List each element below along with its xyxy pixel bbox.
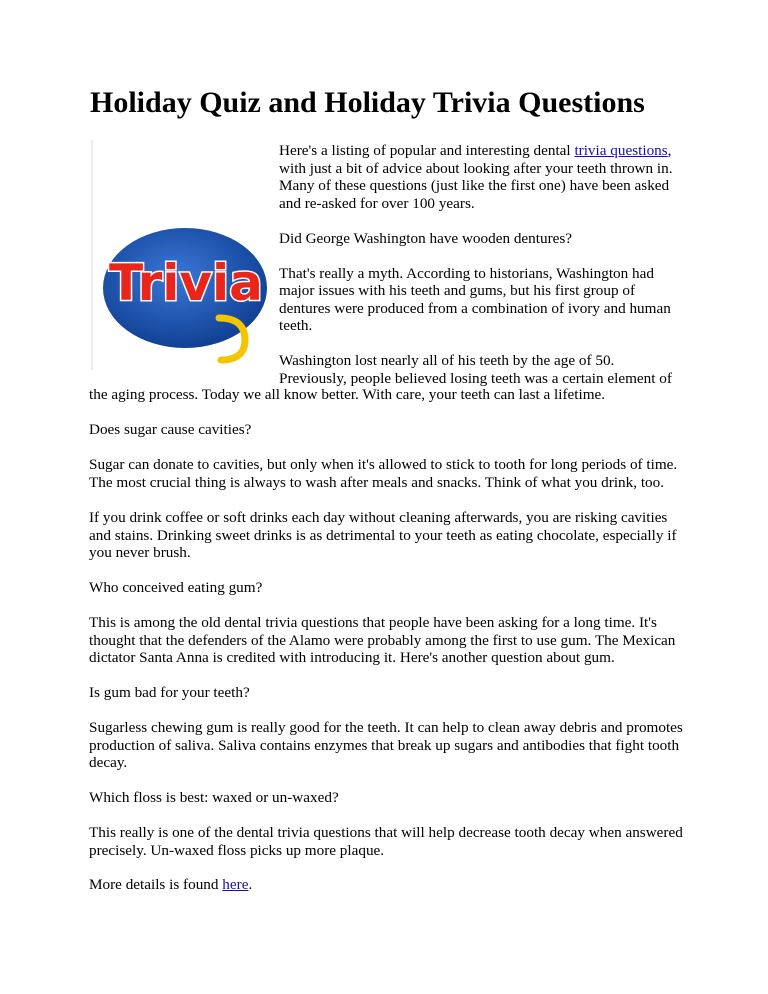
answer-floss: This really is one of the dental trivia questions that will help decrease tooth decay when answered precisely. Un-waxed floss picks up more plaque. — [89, 824, 683, 859]
more-details-period: . — [248, 876, 253, 893]
more-details — [89, 876, 689, 894]
trivia-logo — [89, 140, 271, 380]
question-gum-inventor: Who conceived eating gum? — [89, 579, 263, 596]
answer-gum-bad: Sugarless chewing gum is really good for the teeth. It can help to clean away debris and promotes production of saliva. Saliva contains enzymes that break up sugars and antibodies that fight tooth decay. — [89, 719, 683, 771]
question-floss-block — [89, 789, 689, 807]
question-gum-bad-block — [89, 684, 689, 702]
trivia-questions-link[interactable]: trivia questions — [574, 142, 668, 159]
question-floss: Which floss is best: waxed or un-waxed? — [89, 789, 339, 806]
question-gum-block — [89, 579, 689, 597]
intro-paragraph — [279, 142, 679, 212]
question-sugar-block — [89, 421, 689, 439]
answer-sugar-2: If you drink coffee or soft drinks each day without cleaning afterwards, you are risking cavities and stains. Drinking sweet drinks is as detrimental to your teeth as eating chocolate, especially if you never brush. — [89, 509, 677, 561]
page-title: Holiday Quiz and Holiday Trivia Questions — [90, 86, 645, 119]
answer-sugar-block — [89, 456, 689, 491]
wrap-line-block — [89, 386, 689, 404]
answer-washington-continued — [279, 352, 679, 387]
logo-text: Trivia — [109, 254, 263, 312]
answer-sugar: Sugar can donate to cavities, but only when it's allowed to stick to tooth for long periods of time. The most crucial thing is always to wash after meals and snacks. Think of what you drink, too. — [89, 456, 678, 491]
more-details-block — [89, 876, 689, 894]
wrap-line: the aging process. Today we all know better. With care, your teeth can last a lifetime. — [89, 386, 606, 403]
intro-column — [279, 142, 679, 387]
question-gum-bad: Is gum bad for your teeth? — [89, 684, 250, 701]
answer-gum-block — [89, 614, 689, 667]
answer-gum-inventor: This is among the old dental trivia questions that people have been asking for a long time. It's thought that the defenders of the Alamo were probably among the first to use gum. The Mexican dictator Santa Anna is credited with introducing it. Here's another question about gum. — [89, 614, 676, 666]
intro-text-after: , with just a bit of advice about looking after your teeth thrown in. Many of these questions (just like the first one) have been asked and re-asked for over 100 years. — [279, 142, 673, 212]
washington-line-1: Washington lost nearly all of his teeth by the age of 50. — [279, 352, 615, 369]
washington-line-2: Previously, people believed losing teeth was a certain element of — [279, 369, 672, 387]
here-link[interactable]: here — [222, 876, 249, 893]
answer-floss-block — [89, 824, 689, 859]
intro-text-before: Here's a listing of popular and interesting dental — [279, 142, 575, 159]
answer-washington: That's really a myth. According to historians, Washington had major issues with his teeth and gums, but his first group of dentures were produced from a combination of ivory and human teeth. — [279, 264, 671, 334]
answer-gum-bad-block — [89, 719, 689, 772]
question-washington: Did George Washington have wooden dentures? — [279, 229, 573, 247]
more-details-text: More details is found — [89, 876, 223, 893]
question-sugar: Does sugar cause cavities? — [89, 421, 252, 438]
answer-sugar-2-block — [89, 509, 689, 562]
